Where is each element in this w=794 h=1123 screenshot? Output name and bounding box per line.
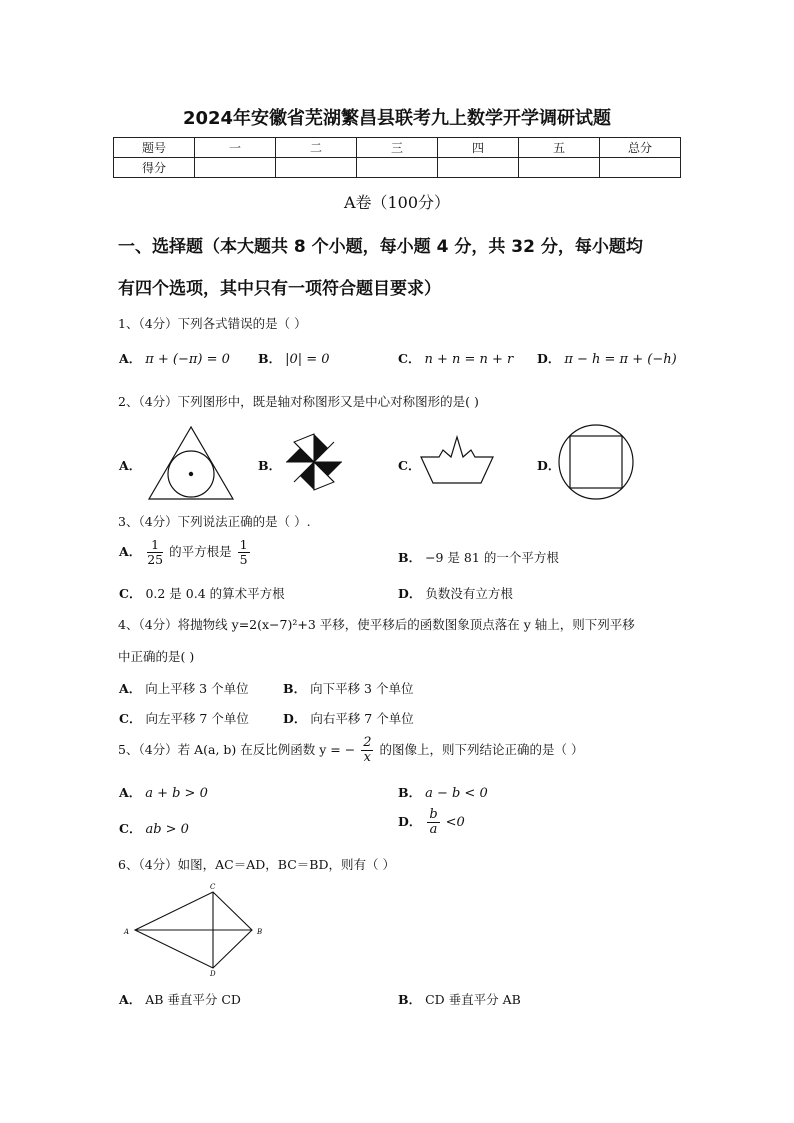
score-header-cell: 三 (357, 138, 438, 158)
score-header-cell: 一 (195, 138, 276, 158)
q5-option-b (398, 783, 488, 801)
q4-stem-line1: 4、（4分）将抛物线 y=2(x−7)²+3 平移，使平移后的函数图象顶点落在 y 轴上，则下列平移 (118, 617, 635, 632)
option-label: A． (119, 992, 142, 1007)
fraction-1-5: $\frac{1}{5}$ (239, 537, 248, 567)
score-table (113, 137, 681, 178)
q2-option-b-label: B． (258, 458, 282, 473)
score-cell (276, 158, 357, 178)
fraction-b-over-a: $\frac{b}{a}$ (429, 807, 438, 837)
score-cell (195, 158, 276, 178)
q5-stem-pre: 5、（4分）若 A(a, b) 在反比例函数 y = − (118, 742, 356, 757)
option-text: 的平方根是 (169, 544, 232, 559)
option-label: A． (119, 785, 142, 800)
q4-option-b (283, 679, 413, 697)
score-header-cell: 四 (438, 138, 519, 158)
circle-square-figure (557, 423, 635, 501)
q5-stem (118, 736, 583, 765)
q6-option-a (119, 990, 241, 1008)
option-text: 向上平移 3 个单位 (145, 681, 249, 696)
option-label: A． (119, 351, 142, 366)
option-text: AB 垂直平分 CD (145, 992, 241, 1007)
q1-stem: 1、（4分）下列各式错误的是（ ） (118, 316, 307, 331)
q3-option-a (119, 538, 252, 567)
option-label: A． (119, 681, 142, 696)
option-expr: ab > 0 (145, 822, 189, 837)
kite-diagram (122, 882, 272, 978)
point-label-d: D (210, 970, 216, 978)
option-text: 负数没有立方根 (425, 586, 513, 601)
point-label-c: C (210, 883, 216, 891)
option-expr: π − h = π + (−h) (564, 352, 677, 367)
option-text: 0.2 是 0.4 的算术平方根 (145, 586, 285, 601)
q4-option-a (119, 679, 249, 697)
fraction-1-25: $\frac{1}{25}$ (147, 537, 164, 567)
q3-stem: 3、（4分）下列说法正确的是（ ）. (118, 514, 311, 529)
score-cell (519, 158, 600, 178)
score-cell (600, 158, 681, 178)
q2-option-c-label: C． (398, 458, 421, 473)
pinwheel-figure (286, 434, 342, 490)
score-cell (357, 158, 438, 178)
q1-option-d (537, 349, 677, 367)
point-label-b: B (257, 928, 263, 936)
score-header-cell: 总分 (600, 138, 681, 158)
option-label: C． (398, 351, 421, 366)
q3-option-c (119, 584, 285, 602)
option-expr: <0 (445, 815, 465, 830)
crown-boat-figure (420, 436, 494, 484)
section1-heading-line1: 一、选择题（本大题共 8 个小题，每小题 4 分，共 32 分，每小题均 (118, 237, 643, 257)
q2-option-a-label: A． (119, 458, 142, 473)
q5-option-c (119, 819, 189, 837)
triangle-incircle-figure (148, 426, 234, 500)
option-expr: a − b < 0 (425, 786, 488, 801)
score-row-label: 得分 (114, 158, 195, 178)
option-text: 向左平移 7 个单位 (145, 711, 249, 726)
q4-option-c (119, 709, 249, 727)
option-label: B． (398, 992, 422, 1007)
q2-option-d-label: D． (537, 458, 561, 473)
q4-stem-line2: 中正确的是( ) (118, 649, 195, 664)
q6-option-b (398, 990, 521, 1008)
q1-option-a (119, 349, 230, 367)
option-label: D． (283, 711, 307, 726)
option-label: C． (119, 586, 142, 601)
q5-option-a (119, 783, 208, 801)
score-header-cell: 二 (276, 138, 357, 158)
option-label: B． (398, 785, 422, 800)
q6-stem: 6、（4分）如图，AC＝AD，BC＝BD，则有（ ） (118, 857, 395, 872)
option-label: D． (398, 814, 422, 829)
q1-option-b (258, 349, 330, 367)
option-label: B． (258, 351, 282, 366)
q5-option-d (398, 808, 465, 837)
option-label: C． (119, 821, 142, 836)
fraction-2-over-x: $\frac{2}{x}$ (363, 735, 372, 765)
q3-option-d (398, 584, 513, 602)
option-text: 向下平移 3 个单位 (310, 681, 414, 696)
option-label: B． (398, 550, 422, 565)
section1-heading-line2: 有四个选项，其中只有一项符合题目要求） (118, 279, 441, 299)
score-table-score-row (114, 158, 681, 178)
option-text: −9 是 81 的一个平方根 (425, 550, 559, 565)
option-expr: π + (−π) = 0 (145, 352, 230, 367)
option-text: CD 垂直平分 AB (425, 992, 521, 1007)
option-text: 向右平移 7 个单位 (310, 711, 414, 726)
score-header-cell: 五 (519, 138, 600, 158)
q3-option-b (398, 548, 559, 566)
page-title: 2024年安徽省芜湖繁昌县联考九上数学开学调研试题 (182, 108, 612, 129)
q5-stem-post: 的图像上，则下列结论正确的是（ ） (379, 742, 584, 757)
option-label: A． (119, 544, 142, 559)
point-label-a: A (124, 928, 130, 936)
option-expr: |0| = 0 (285, 352, 330, 367)
option-label: C． (119, 711, 142, 726)
score-cell (438, 158, 519, 178)
q1-option-c (398, 349, 513, 367)
option-label: B． (283, 681, 307, 696)
q2-stem: 2、（4分）下列图形中，既是轴对称图形又是中心对称图形的是( ) (118, 394, 479, 409)
option-expr: a + b > 0 (145, 786, 208, 801)
option-label: D． (398, 586, 422, 601)
q4-option-d (283, 709, 414, 727)
option-expr: n + n = n + r (424, 352, 514, 367)
section-a-heading: A卷（100分） (343, 193, 451, 212)
score-header-cell: 题号 (114, 138, 195, 158)
score-table-header-row (114, 138, 681, 158)
option-label: D． (537, 351, 561, 366)
